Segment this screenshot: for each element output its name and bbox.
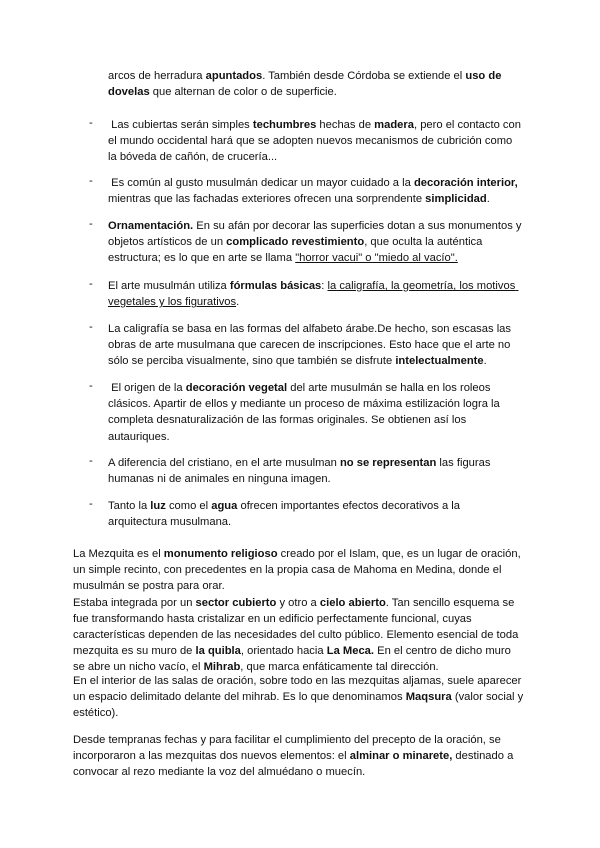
bold-text: apuntados (205, 70, 263, 82)
text-run: El origen de la (108, 382, 186, 394)
text-run: . (483, 355, 487, 368)
bold-text: luz (150, 500, 166, 512)
bold-text: complicado revestimiento (226, 236, 365, 249)
bold-text: techumbres (252, 119, 317, 131)
bold-text: Maqsura (405, 691, 452, 704)
text-run: Tanto la (108, 500, 151, 512)
text-run: El arte musulmán utiliza (108, 280, 230, 292)
paragraph-maqsura (73, 673, 525, 722)
text-run: , orientado hacia (240, 645, 327, 658)
bullet-item-basic-formulas (108, 278, 522, 310)
bullet-item-roofs (108, 117, 525, 166)
bold-text: la quibla (195, 645, 241, 658)
text-run: Desde tempranas fechas y para facilitar el cumplimiento del precepto de la oración, se incorporaron a las mezquitas dos nuevos elementos: el (73, 734, 504, 763)
bold-text: La Meca. (326, 645, 374, 658)
text-run: Estaba integrada por un (73, 596, 196, 609)
bold-text: uso de dovelas (108, 70, 505, 99)
bold-text: Ornamentación. (108, 220, 194, 232)
text-run: hechas de (316, 119, 375, 131)
bullet-dash: - (89, 175, 93, 187)
bold-text: decoración vegetal (185, 382, 288, 394)
underlined-text: la caligrafía, la geometría, los motivos vegetales y los figurativos (108, 280, 519, 309)
bold-text: simplicidad (425, 193, 487, 206)
text-run: : (321, 280, 328, 292)
text-run: (valor social y estético). (73, 691, 527, 720)
text-run: . (236, 296, 240, 309)
underlined-text: "horror vacui" o "miedo al vacío". (295, 252, 458, 265)
bullet-dash: - (89, 117, 93, 129)
text-run: las figuras humanas ni de animales en ninguna imagen. (108, 457, 494, 486)
continuation-text (108, 68, 522, 100)
bullet-item-no-figures (108, 455, 522, 487)
text-run: Es común al gusto musulmán dedicar un mayor cuidado a la (108, 177, 414, 189)
text-run: del arte musulmán se halla en los roleos clásicos. Apartir de ellos y mediante un proceso de máxima estilización logra la completa desnaturalización de las formas originales. Se obtienen así los autauriques. (108, 382, 503, 443)
bullet-item-calligraphy (108, 321, 522, 370)
bullet-item-light-water (108, 498, 522, 530)
paragraph-minarete (73, 732, 525, 781)
text-run: Las cubiertas serán simples (108, 119, 253, 131)
text-run: . También desde Córdoba se extiende el (262, 70, 466, 82)
bold-text: decoración interior, (413, 177, 518, 189)
text-run: En el interior de las salas de oración, sobre todo en las mezquitas aljamas, suele aparecer un espacio delimitado delante del mihrab. Es lo que denominamos (73, 675, 525, 704)
text-run: . (486, 193, 490, 206)
bullet-item-interior-decoration (108, 175, 522, 207)
text-run: En el centro de dicho muro se abre un nicho vacío, el (73, 645, 514, 674)
bold-text: madera (374, 119, 414, 131)
bold-text: Mihrab (203, 661, 241, 674)
text-run: mientras que las fachadas exteriores ofrecen una sorprendente (108, 177, 521, 206)
bold-text: no se representan (339, 457, 437, 469)
text-run: arcos de herradura (108, 70, 206, 82)
text-run: A diferencia del cristiano, en el arte musulman (108, 457, 340, 469)
text-run: y otro a (276, 596, 320, 609)
text-run: creado por el Islam, que, es un lugar de oración, un simple recinto, con precedentes en la propia casa de Mahoma en Medina, donde el musulmán se postra para orar. (73, 548, 524, 593)
text-run: que alternan de color o de superficie. (149, 86, 337, 99)
bullet-dash: - (89, 455, 93, 467)
bold-text: cielo abierto (319, 596, 386, 609)
text-run: como el (165, 500, 212, 512)
bold-text: agua (211, 500, 238, 512)
text-run: La caligrafía se basa en las formas del alfabeto árabe.De hecho, son escasas las obras de arte musulmana que carecen de inscripciones. Esto hace que el arte no sólo se perciba visualmente, sino que también se disfrute (108, 323, 515, 368)
text-run: , que marca enfáticamente tal dirección. (240, 661, 439, 674)
paragraph-mezquita (73, 546, 525, 676)
bold-text: monumento religioso (163, 548, 278, 560)
text-run: . Tan sencillo esquema se fue transformando hasta cristalizar en un edificio perfectamente funcional, cuyas características dependen de las necesidades del culto público. Elemento esencial de toda mezquita es su muro de (73, 596, 522, 658)
bullet-item-ornamentation (108, 218, 525, 267)
bullet-item-vegetal-decoration (108, 380, 522, 445)
text-run: destinado a convocar al rezo mediante la voz del almuédano o muecín. (73, 750, 517, 779)
bullet-dash: - (89, 218, 93, 230)
text-run: , que oculta la auténtica estructura; es lo que en arte se llama (108, 236, 486, 265)
bold-text: sector cubierto (195, 596, 277, 609)
bullet-dash: - (89, 278, 93, 290)
text-run: En su afán por decorar las superficies dotan a sus monumentos y objetos artísticos de un (108, 220, 525, 249)
bold-text: alminar o minarete, (349, 750, 453, 763)
bullet-dash: - (89, 380, 93, 392)
bullet-dash: - (89, 321, 93, 333)
text-run: ofrecen importantes efectos decorativos a la arquitectura musulmana. (108, 500, 464, 529)
bold-text: fórmulas básicas (229, 280, 322, 292)
text-run: La Mezquita es el (73, 548, 164, 560)
bold-text: intelectualmente (395, 355, 484, 368)
bullet-dash: - (89, 498, 93, 510)
text-run: , pero el contacto con el mundo occidental hará que se adopten nuevos mecanismos de cubrición como la bóveda de cañón, de crucería... (108, 119, 525, 164)
